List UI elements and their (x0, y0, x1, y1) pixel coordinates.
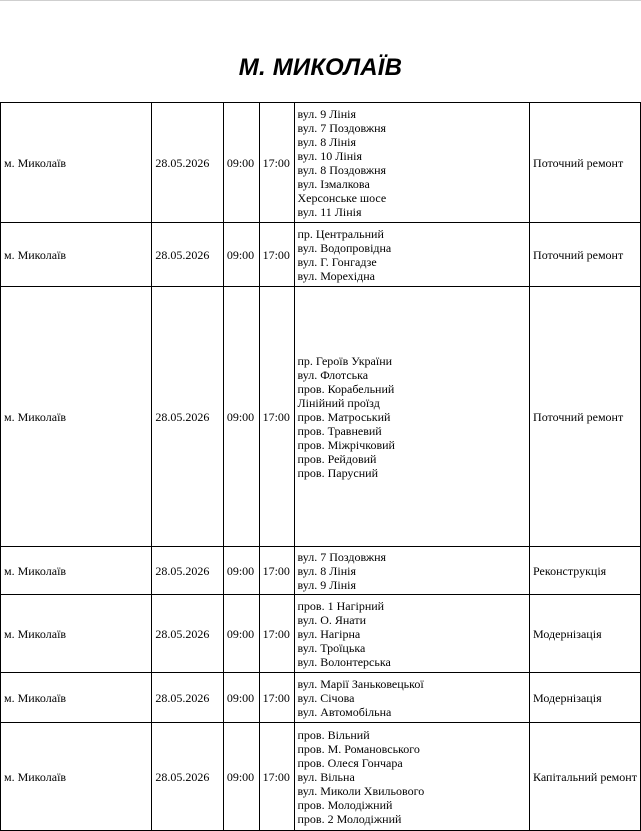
street-name: пров. Матроський (297, 409, 391, 424)
start-time-cell: 09:00 (223, 723, 259, 831)
start-time-cell: 09:00 (223, 595, 259, 673)
city-cell: м. Миколаїв (1, 287, 152, 547)
street-name: пров. Рейдовий (297, 451, 377, 466)
street-name: пров. Травневий (297, 423, 382, 438)
end-time-cell: 17:00 (259, 287, 294, 547)
city-cell: м. Миколаїв (1, 673, 152, 723)
start-time-cell: 09:00 (223, 287, 259, 547)
street-name: вул. Марії Заньковецької (297, 676, 424, 691)
end-time-cell: 17:00 (259, 223, 294, 287)
start-time-cell: 09:00 (223, 103, 259, 223)
streets-cell (294, 223, 530, 287)
street-name: пров. Корабельний (297, 381, 395, 396)
street-name: вул. Волонтерська (297, 654, 391, 669)
street-name: вул. 7 Поздовжня (297, 120, 387, 135)
table-row (1, 595, 641, 673)
date-cell: 28.05.2026 (152, 103, 224, 223)
streets-cell (294, 595, 530, 673)
street-name: вул. Миколи Хвильового (297, 783, 425, 798)
street-name: вул. Ізмалкова (297, 176, 370, 191)
street-name: вул. Флотська (297, 367, 369, 382)
street-name: вул. 8 Лінія (297, 563, 356, 578)
street-name: пров. 2 Молодіжний (297, 811, 402, 826)
work-type-cell: Капітальний ремонт (530, 723, 641, 831)
street-name: пров. Молодіжний (297, 797, 393, 812)
table-row (1, 103, 641, 223)
street-name: Лінійний проїзд (297, 395, 380, 410)
work-type-cell: Поточний ремонт (530, 287, 641, 547)
table-row (1, 223, 641, 287)
street-name: вул. Троїцька (297, 640, 366, 655)
streets-cell (294, 547, 530, 595)
work-type-cell: Модернізація (530, 595, 641, 673)
work-type-cell: Поточний ремонт (530, 103, 641, 223)
city-cell: м. Миколаїв (1, 723, 152, 831)
street-name: вул. Водопровідна (297, 240, 392, 255)
city-cell: м. Миколаїв (1, 103, 152, 223)
street-name: вул. Морехідна (297, 268, 375, 283)
table-row (1, 723, 641, 831)
street-name: пров. Вільний (297, 727, 370, 742)
start-time-cell: 09:00 (223, 223, 259, 287)
street-name: вул. О. Янати (297, 612, 366, 627)
street-name: вул. 11 Лінія (297, 204, 362, 219)
street-name: Херсонське шосе (297, 190, 387, 205)
end-time-cell: 17:00 (259, 595, 294, 673)
street-name: вул. Вільна (297, 769, 355, 784)
streets-cell (294, 287, 530, 547)
street-name: пров. Міжрічковий (297, 437, 395, 452)
streets-cell (294, 723, 530, 831)
table-row (1, 673, 641, 723)
work-type-cell: Поточний ремонт (530, 223, 641, 287)
start-time-cell: 09:00 (223, 673, 259, 723)
street-name: вул. 8 Лінія (297, 134, 356, 149)
street-name: пр. Героїв України (297, 353, 393, 368)
street-name: вул. 9 Лінія (297, 577, 356, 592)
street-name: вул. 10 Лінія (297, 148, 362, 163)
street-name: вул. Автомобільна (297, 704, 392, 719)
end-time-cell: 17:00 (259, 103, 294, 223)
streets-cell (294, 673, 530, 723)
start-time-cell: 09:00 (223, 547, 259, 595)
street-name: вул. 8 Поздовжня (297, 162, 387, 177)
street-name: вул. Нагірна (297, 626, 361, 641)
street-name: пров. Парусний (297, 465, 379, 480)
page-title: М. МИКОЛАЇВ (238, 54, 403, 81)
work-type-cell: Реконструкція (530, 547, 641, 595)
table-row (1, 547, 641, 595)
street-name: пров. 1 Нагірний (297, 598, 385, 613)
street-name: пров. М. Романовського (297, 741, 420, 756)
end-time-cell: 17:00 (259, 723, 294, 831)
street-name: пров. Олеся Гончара (297, 755, 403, 770)
city-cell: м. Миколаїв (1, 547, 152, 595)
city-cell: м. Миколаїв (1, 223, 152, 287)
end-time-cell: 17:00 (259, 547, 294, 595)
date-cell: 28.05.2026 (152, 223, 224, 287)
date-cell: 28.05.2026 (152, 595, 224, 673)
date-cell: 28.05.2026 (152, 723, 224, 831)
street-name: вул. 9 Лінія (297, 106, 356, 121)
date-cell: 28.05.2026 (152, 673, 224, 723)
street-name: вул. Г. Гонгадзе (297, 254, 377, 269)
street-name: вул. 7 Поздовжня (297, 549, 387, 564)
date-cell: 28.05.2026 (152, 547, 224, 595)
table-body (1, 103, 641, 831)
work-type-cell: Модернізація (530, 673, 641, 723)
street-name: вул. Січова (297, 690, 355, 705)
top-divider (0, 0, 641, 1)
outage-schedule-table (0, 102, 641, 831)
streets-cell (294, 103, 530, 223)
table-row (1, 287, 641, 547)
city-cell: м. Миколаїв (1, 595, 152, 673)
street-name: пр. Центральний (297, 226, 384, 241)
end-time-cell: 17:00 (259, 673, 294, 723)
date-cell: 28.05.2026 (152, 287, 224, 547)
